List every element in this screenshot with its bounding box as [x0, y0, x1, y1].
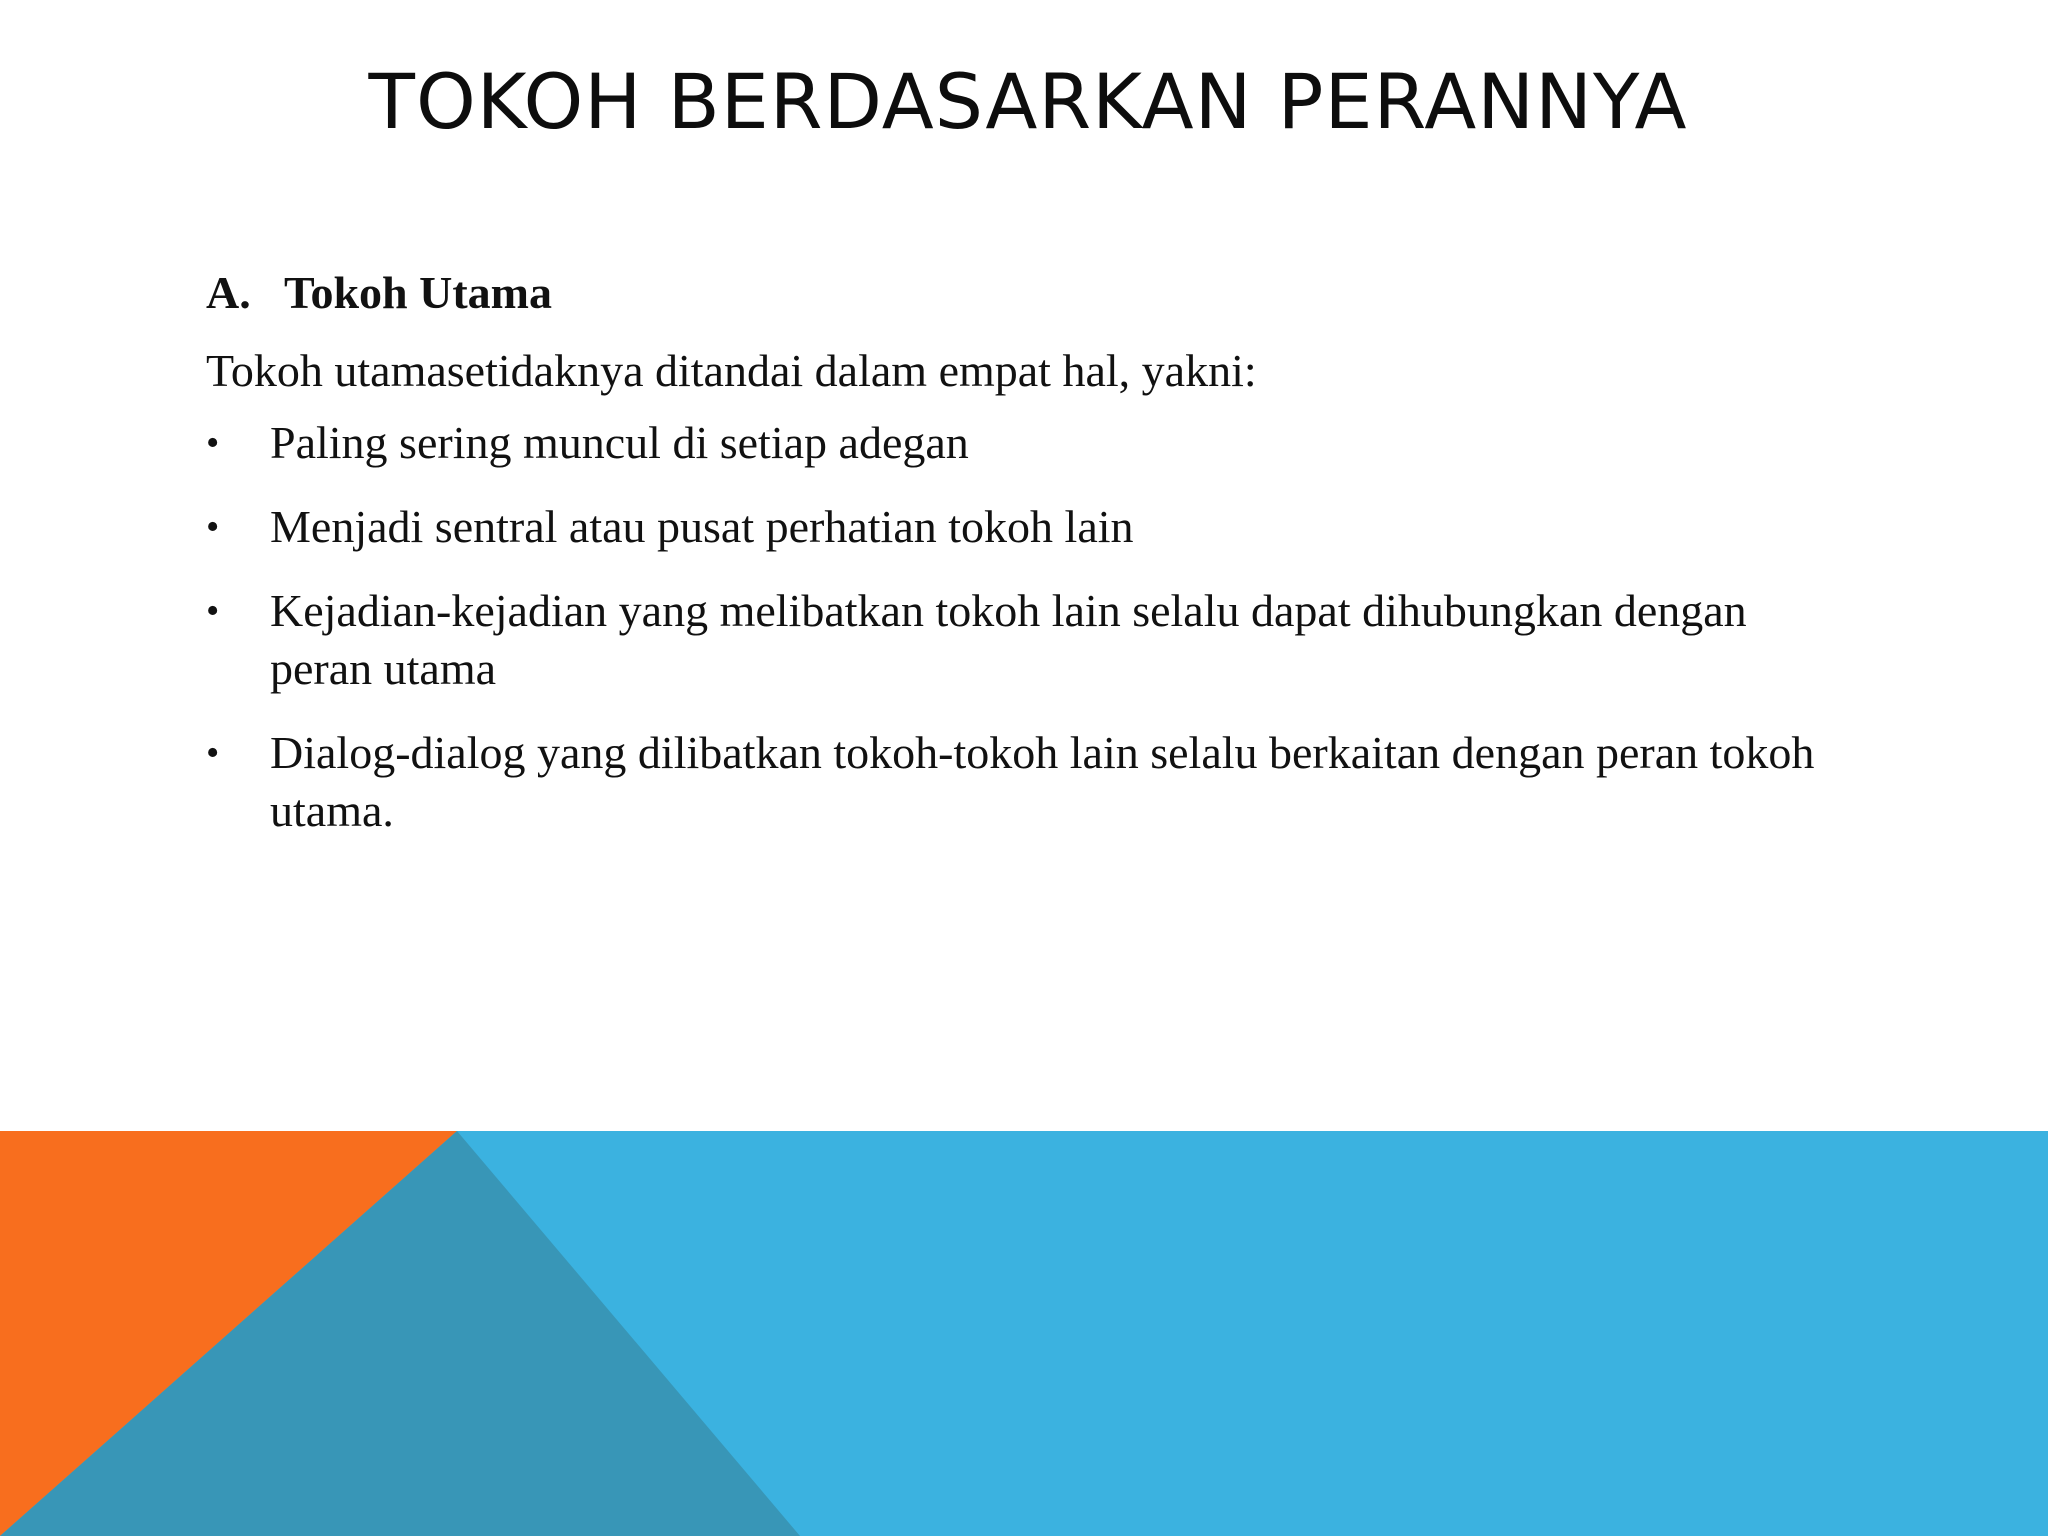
section-label: Tokoh Utama — [284, 267, 552, 318]
bullet-text: Dialog-dialog yang dilibatkan tokoh-tokoh lain selalu berkaitan dengan peran tokoh utama. — [270, 727, 1815, 836]
section-marker: A. — [206, 267, 251, 318]
footer-decoration — [0, 1131, 2048, 1536]
slide-body — [206, 258, 1826, 866]
intro-text: Tokoh utamasetidaknya ditandai dalam empat hal, yakni: — [206, 345, 1257, 396]
bullet-item — [206, 414, 1826, 472]
bullet-icon: • — [206, 732, 220, 774]
bullet-item — [206, 498, 1826, 556]
bullet-icon: • — [206, 422, 220, 464]
section-heading — [206, 258, 1826, 328]
bullet-icon: • — [206, 590, 220, 632]
slide-title: TOKOH BERDASARKAN PERANNYA — [368, 57, 1688, 146]
bullet-list — [206, 414, 1826, 840]
bullet-text: Kejadian-kejadian yang melibatkan tokoh lain selalu dapat dihubungkan dengan peran utama — [270, 585, 1747, 694]
bullet-icon: • — [206, 506, 220, 548]
bullet-text: Paling sering muncul di setiap adegan — [270, 417, 969, 468]
bullet-text: Menjadi sentral atau pusat perhatian tokoh lain — [270, 501, 1134, 552]
bullet-item — [206, 582, 1826, 698]
footer-shapes — [0, 1131, 2048, 1536]
bullet-item — [206, 724, 1826, 840]
